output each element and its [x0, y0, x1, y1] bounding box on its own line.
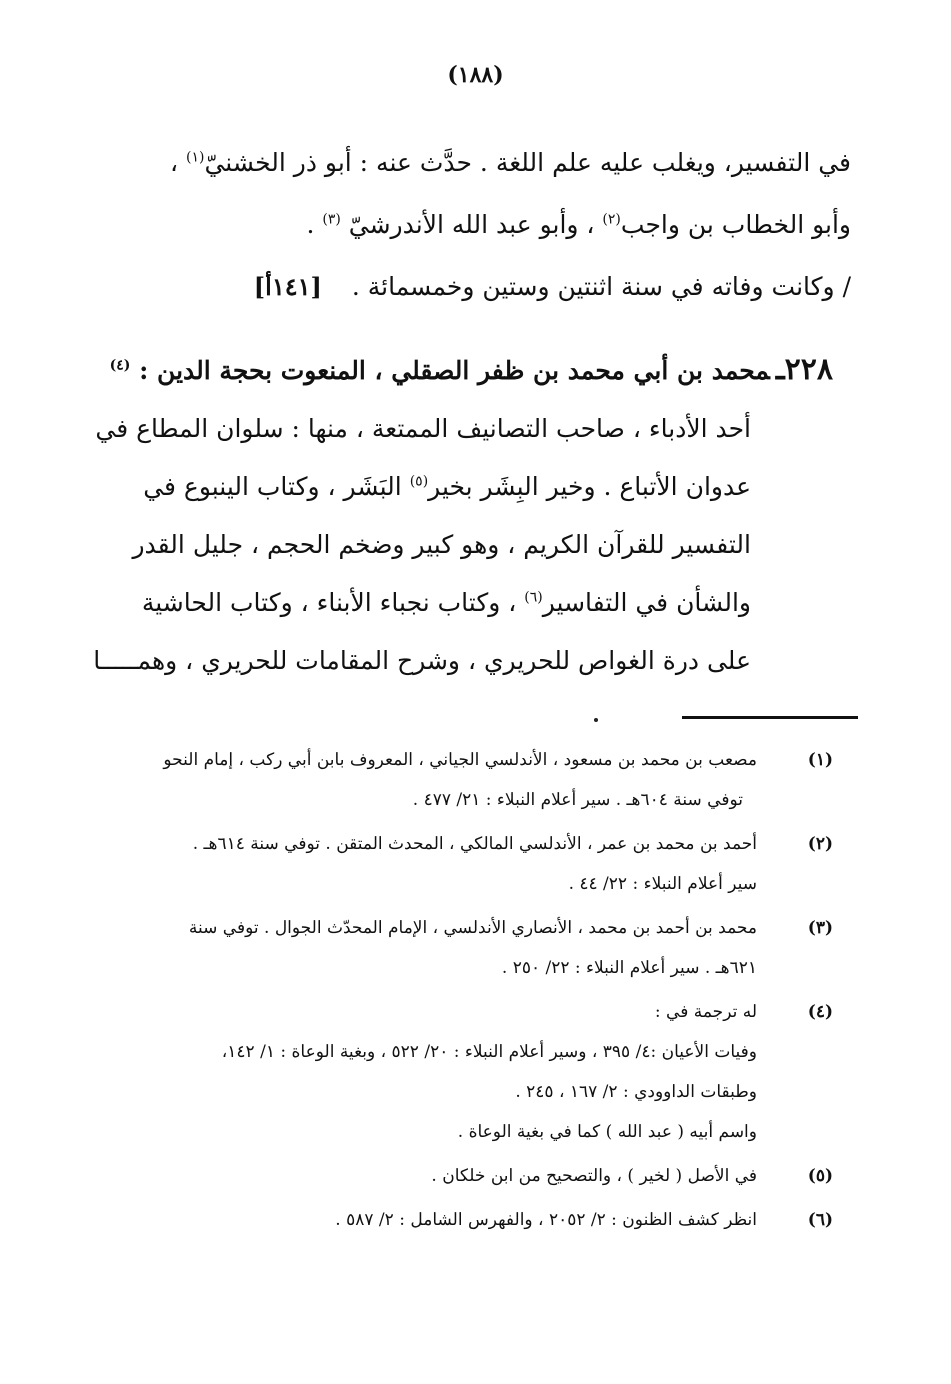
footnote-ref-2: (٢) [602, 211, 621, 228]
footnote-text [93, 740, 757, 820]
footnote-number: (٤) [807, 1002, 833, 1022]
entry-line-2 [91, 458, 751, 516]
text-segment: على درة الغواص للحريري ، وشرح المقامات للحريري ، وهمـــــا [93, 646, 751, 675]
footnote-line: واسم أبيه ( عبد الله ) كما في بغية الوعاة . [457, 1122, 757, 1142]
footnote-line: سير أعلام النبلاء : ٢٢/ ٤٤ . [568, 874, 757, 894]
footnote-ref-4: (٤) [109, 357, 131, 374]
footnote-number: (٣) [807, 918, 833, 938]
footnote-line: في الأصل ( لخير ) ، والتصحيح من ابن خلكان . [431, 1166, 757, 1186]
continuation-line-1 [91, 132, 851, 194]
footnote-number: (٢) [807, 834, 833, 854]
entry-line-1 [91, 400, 751, 458]
footnote-ref-5: (٥) [409, 473, 429, 490]
continuation-line-2 [91, 194, 851, 256]
entry-line-3 [91, 516, 751, 574]
footnote-ref-1: (١) [185, 149, 205, 166]
footnote-1 [93, 740, 833, 820]
footnote-ref-6: (٦) [524, 589, 543, 606]
footnote-line: أحمد بن محمد بن عمر ، الأندلسي المالكي ، المحدث المتقن . توفي سنة ٦١٤هـ . [192, 834, 757, 854]
footnote-separator [682, 716, 858, 719]
footnote-text [93, 992, 757, 1152]
entry-line-4 [91, 574, 751, 632]
folio-marker: [١٤١أ] [253, 272, 322, 301]
text-segment: التفسير للقرآن الكريم ، وهو كبير وضخم الحجم ، جليل القدر [132, 530, 751, 559]
stray-dot [594, 718, 598, 722]
continuation-text [91, 132, 851, 318]
footnote-number: (١) [807, 750, 833, 770]
footnotes [93, 740, 833, 1244]
text-segment: . [306, 210, 323, 239]
footnote-5 [93, 1156, 833, 1196]
footnote-text [93, 1200, 757, 1240]
footnote-text [93, 1156, 757, 1196]
entry-title: محمد بن أبي محمد بن ظفر الصقلي ، المنعوت بحجة الدين : [139, 356, 770, 385]
footnote-line: وطبقات الداوودي : ٢/ ١٦٧ ، ٢٤٥ . [515, 1082, 757, 1102]
footnote-3 [93, 908, 833, 988]
text-segment: أحد الأدباء ، صاحب التصانيف الممتعة ، منها : سلوان المطاع في [95, 414, 751, 443]
continuation-line-3 [91, 256, 851, 318]
text-segment: ، وأبو عبد الله الأندرشيّ [340, 210, 603, 239]
entry-line-5 [91, 632, 751, 690]
footnote-2 [93, 824, 833, 904]
footnote-6 [93, 1200, 833, 1240]
footnote-line: وفيات الأعيان :٤/ ٣٩٥ ، وسير أعلام النبلاء : ٢٠/ ٥٢٢ ، وبغية الوعاة : ١/ ١٤٢، [221, 1042, 757, 1062]
entry-heading [93, 352, 833, 387]
footnote-line: محمد بن أحمد بن محمد ، الأنصاري الأندلسي ، الإمام المحدّث الجوال . توفي سنة [188, 918, 757, 938]
text-segment: ، [169, 148, 186, 177]
text-segment: ، وكتاب نجباء الأبناء ، وكتاب الحاشية [141, 588, 525, 617]
footnote-line: له ترجمة في : [654, 1002, 757, 1022]
footnote-number: (٥) [807, 1166, 833, 1186]
footnote-line: ٦٢١هـ . سير أعلام النبلاء : ٢٢/ ٢٥٠ . [501, 958, 757, 978]
footnote-4 [93, 992, 833, 1152]
text-segment: عدوان الأتباع . وخير البِشَر بخير [428, 472, 751, 501]
text-segment: والشأن في التفاسير [542, 588, 751, 617]
footnote-line: مصعب بن محمد بن مسعود ، الأندلسي الجياني ، المعروف بابن أبي ركب ، إمام النحو [163, 750, 757, 770]
page-number: (١٨٨) [447, 62, 504, 88]
text-segment: البَشَر ، وكتاب الينبوع في [143, 472, 410, 501]
entry-body [91, 400, 751, 690]
entry-number: ٢٢٨ـ [775, 352, 833, 387]
text-segment: وأبو الخطاب بن واجب [620, 210, 851, 239]
text-segment: / وكانت وفاته في سنة اثنتين وستين وخمسمائة . [351, 272, 851, 301]
text-segment: في التفسير، ويغلب عليه علم اللغة . حدَّث عنه : أبو ذر الخشنيّ [204, 148, 851, 177]
footnote-number: (٦) [807, 1210, 833, 1230]
footnote-line: انظر كشف الظنون : ٢/ ٢٠٥٢ ، والفهرس الشامل : ٢/ ٥٨٧ . [335, 1210, 757, 1230]
footnote-text [93, 824, 757, 904]
footnote-ref-3: (٣) [322, 211, 341, 228]
footnote-line: توفي سنة ٦٠٤هـ . سير أعلام النبلاء : ٢١/ ٤٧٧ . [412, 790, 743, 810]
footnote-text [93, 908, 757, 988]
